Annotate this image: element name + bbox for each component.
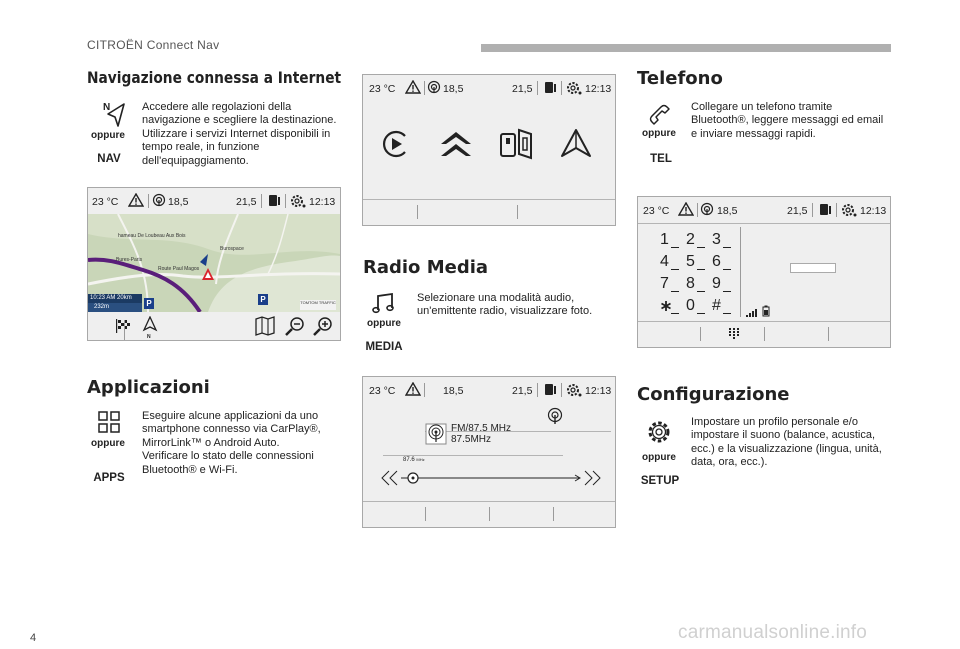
navigation-screen bbox=[87, 187, 341, 341]
map-label-route: Route Paul Magos bbox=[158, 266, 200, 272]
radio-frequency-value: 87.6 bbox=[403, 457, 415, 463]
radio-station-name: 87.5MHz bbox=[451, 434, 492, 445]
warning-icon bbox=[405, 382, 421, 396]
asterisk-icon bbox=[660, 300, 672, 312]
zoom-in-icon[interactable] bbox=[312, 316, 334, 336]
android-auto-icon[interactable] bbox=[439, 130, 473, 160]
dial-key-8[interactable]: 8 bbox=[686, 275, 712, 297]
dial-key-9[interactable]: 9 bbox=[712, 275, 738, 297]
phone-battery-small-icon bbox=[762, 305, 770, 317]
north-compass-icon[interactable] bbox=[142, 316, 158, 336]
radio-frequency-unit: MHz bbox=[416, 457, 425, 462]
mirrorlink-icon[interactable] bbox=[499, 128, 533, 160]
phone-battery-icon bbox=[267, 193, 281, 208]
connected-apps-icon[interactable] bbox=[559, 128, 593, 160]
apps-oppure: oppure bbox=[91, 438, 125, 449]
map-distance: 232m bbox=[88, 303, 142, 312]
dial-key-6[interactable]: 6 bbox=[712, 253, 738, 275]
station-logo-icon bbox=[425, 423, 447, 445]
apps-heading: Applicazioni bbox=[87, 377, 210, 398]
dialed-number-field[interactable] bbox=[790, 263, 836, 273]
zoom-out-icon[interactable] bbox=[284, 316, 306, 336]
radio-screen bbox=[362, 376, 616, 528]
signal-strength-icon bbox=[746, 307, 758, 317]
config-heading: Configurazione bbox=[637, 384, 790, 405]
status-left-value: 18,5 bbox=[443, 83, 464, 95]
status-bar bbox=[363, 75, 615, 101]
phone-handset-icon bbox=[647, 102, 671, 126]
navigation-description bbox=[142, 101, 342, 168]
navigation-text-2: Utilizzare i servizi Internet disponibili in tempo reale, in funzione dell'equipaggiamento. bbox=[142, 127, 331, 167]
apps-grid-icon bbox=[98, 411, 120, 433]
radio-station-band: FM/87.5 MHz bbox=[451, 423, 512, 434]
status-temperature: 23 °C bbox=[92, 196, 119, 208]
status-bar bbox=[363, 377, 615, 403]
phone-tag: TEL bbox=[650, 153, 672, 165]
settings-gear-icon bbox=[840, 202, 858, 218]
keypad-icon[interactable] bbox=[728, 327, 740, 343]
phone-battery-icon bbox=[543, 382, 557, 397]
phone-description: Collegare un telefono tramite Bluetooth®, leggere messaggi ed email e inviare messaggi rapidi. bbox=[691, 101, 884, 140]
dial-key-3[interactable]: 3 bbox=[712, 231, 738, 253]
status-right-value: 21,5 bbox=[787, 205, 808, 217]
phone-oppure: oppure bbox=[642, 128, 676, 139]
status-right-value: 21,5 bbox=[236, 196, 257, 208]
status-bar bbox=[638, 197, 890, 223]
svg-text:N: N bbox=[103, 102, 111, 113]
north-label: N bbox=[147, 334, 151, 340]
settings-gear-icon bbox=[565, 382, 583, 398]
status-time: 12:13 bbox=[309, 196, 336, 208]
navigation-map[interactable] bbox=[88, 214, 340, 312]
radio-frequency bbox=[403, 457, 425, 463]
status-bar bbox=[88, 188, 340, 214]
map-label-hameau: hameau De Loubeau Aux Bois bbox=[118, 233, 186, 239]
phone-battery-icon bbox=[543, 80, 557, 95]
navigation-oppure: oppure bbox=[91, 130, 125, 141]
dial-key-1[interactable]: 1 bbox=[660, 231, 686, 253]
navigation-tag: NAV bbox=[97, 153, 121, 165]
warning-icon bbox=[128, 193, 144, 207]
config-tag: SETUP bbox=[640, 475, 680, 487]
connected-services-icon bbox=[700, 202, 714, 216]
apps-line-1: Eseguire alcune applicazioni da uno bbox=[142, 410, 319, 422]
dial-keypad bbox=[660, 231, 740, 323]
status-time: 12:13 bbox=[860, 205, 887, 217]
page-number: 4 bbox=[30, 632, 37, 644]
radio-oppure: oppure bbox=[367, 318, 401, 329]
apps-line-3: MirrorLink™ o Android Auto. bbox=[142, 436, 280, 449]
navigation-heading: Navigazione connessa a Internet bbox=[87, 68, 342, 87]
config-description: Impostare un profilo personale e/o impostare il suono (balance, acustica, ecc.) e la visualizzazione (lingua, unità, data, ora, ecc.). bbox=[691, 416, 882, 469]
frequency-slider[interactable] bbox=[379, 467, 603, 489]
status-temperature: 23 °C bbox=[369, 385, 396, 397]
manual-header-title: CITROËN Connect Nav bbox=[87, 38, 220, 52]
apps-line-4: Verificare lo stato delle connessioni bbox=[142, 450, 314, 463]
apps-tag: APPS bbox=[93, 472, 125, 484]
navigation-north-icon bbox=[94, 100, 128, 130]
apps-line-2: smartphone connesso via CarPlay®, bbox=[142, 423, 321, 436]
parking-icon: P bbox=[144, 298, 154, 309]
phone-screen bbox=[637, 196, 891, 348]
warning-icon bbox=[678, 202, 694, 216]
status-right-value: 21,5 bbox=[512, 83, 533, 95]
status-left-value: 18,5 bbox=[717, 205, 738, 217]
phone-heading: Telefono bbox=[637, 68, 723, 89]
apps-description bbox=[142, 410, 342, 477]
checkered-flag-icon[interactable] bbox=[115, 318, 131, 334]
watermark: carmanualsonline.info bbox=[678, 622, 868, 643]
status-left-value: 18,5 bbox=[443, 385, 464, 397]
traffic-badge: TOMTOM TRAFFIC bbox=[300, 300, 336, 310]
map-label-bures: Bures-Paris bbox=[116, 257, 143, 263]
radio-description: Selezionare una modalità audio, un'emittente radio, visualizzare foto. bbox=[417, 292, 593, 318]
music-note-icon bbox=[371, 292, 395, 316]
radio-tag: MEDIA bbox=[365, 341, 403, 353]
status-temperature: 23 °C bbox=[643, 205, 670, 217]
dial-key-0[interactable]: 0 bbox=[686, 297, 712, 319]
status-right-value: 21,5 bbox=[512, 385, 533, 397]
warning-icon bbox=[405, 80, 421, 94]
status-temperature: 23 °C bbox=[369, 83, 396, 95]
dial-key-5[interactable]: 5 bbox=[686, 253, 712, 275]
radio-heading: Radio Media bbox=[363, 257, 489, 278]
map-clock-strip: 10:23 AM 20km bbox=[88, 294, 142, 303]
settings-gear-large-icon bbox=[646, 419, 672, 445]
dial-key-star[interactable] bbox=[660, 297, 686, 319]
settings-gear-icon bbox=[289, 193, 307, 209]
carplay-icon[interactable] bbox=[379, 128, 411, 160]
phone-battery-icon bbox=[818, 202, 832, 217]
dial-key-7[interactable]: 7 bbox=[660, 275, 686, 297]
navigation-text-1: Accedere alle regolazioni della navigazione e scegliere la destinazione. bbox=[142, 101, 337, 127]
parking-icon-2: P bbox=[258, 294, 268, 305]
map-label-burospace: Burospace bbox=[220, 246, 244, 252]
map-route-icon[interactable] bbox=[254, 316, 276, 336]
dial-key-hash[interactable]: # bbox=[712, 297, 738, 319]
settings-gear-icon bbox=[565, 80, 583, 96]
dial-key-2[interactable]: 2 bbox=[686, 231, 712, 253]
apps-screen bbox=[362, 74, 616, 226]
status-time: 12:13 bbox=[585, 385, 612, 397]
apps-line-5: Bluetooth® e Wi-Fi. bbox=[142, 463, 238, 476]
status-time: 12:13 bbox=[585, 83, 612, 95]
radio-source-icon[interactable] bbox=[547, 407, 563, 425]
header-bar bbox=[481, 44, 891, 52]
dial-key-4[interactable]: 4 bbox=[660, 253, 686, 275]
config-oppure: oppure bbox=[642, 452, 676, 463]
connected-services-icon bbox=[152, 193, 166, 207]
connected-services-icon bbox=[427, 80, 441, 94]
status-left-value: 18,5 bbox=[168, 196, 189, 208]
